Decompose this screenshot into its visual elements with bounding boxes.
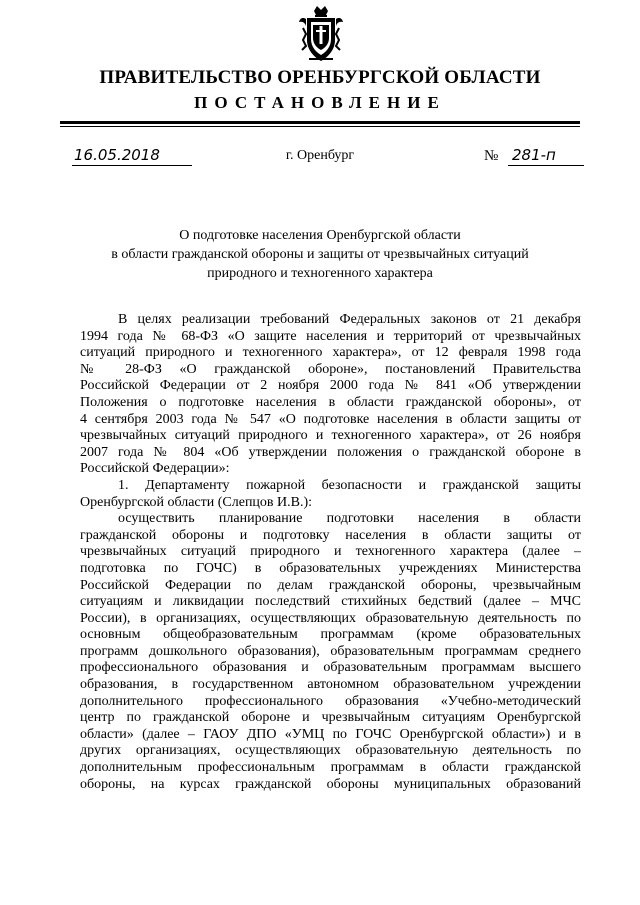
government-title: ПРАВИТЕЛЬСТВО ОРЕНБУРГСКОЙ ОБЛАСТИ xyxy=(99,67,541,88)
document-type-title: ПОСТАНОВЛЕНИЕ xyxy=(194,93,446,112)
decree-subject xyxy=(0,226,640,283)
body-line: других организациях, осуществляющих образовательную деятельность по xyxy=(80,743,581,759)
body-line: Оренбургской области (Слепцов И.В.): xyxy=(80,494,313,510)
body-line: дополнительного профессионального образования «Учебно-методический xyxy=(80,693,581,709)
body-line: Российской Федерации от 2 ноября 2000 года № 841 «Об утверждении xyxy=(80,378,581,394)
decree-body xyxy=(80,312,581,793)
body-line: образования, в государственном автономном образовательном учреждении xyxy=(80,677,581,693)
body-line: ситуаций природного и техногенного характера», от 12 февраля 1998 года xyxy=(80,345,581,361)
subject-line: в области гражданской обороны и защиты от чрезвычайных ситуаций xyxy=(111,247,529,262)
date-underline xyxy=(72,165,192,166)
subject-line: О подготовке населения Оренбургской области xyxy=(179,228,461,243)
body-line: 1994 года № 68-ФЗ «О защите населения и территорий от чрезвычайных xyxy=(80,328,581,344)
body-line: В целях реализации требований Федеральных законов от 21 декабря xyxy=(118,312,581,327)
body-line: профессионального образования и образовательным программам высшего xyxy=(80,660,581,676)
body-line: ситуациям и ликвидации последствий стихийных бедствий (далее – МЧС xyxy=(80,594,581,610)
decree-date: 16.05.2018 xyxy=(74,146,160,164)
body-line: № 28-ФЗ «О гражданской обороне», постановлений Правительства xyxy=(80,361,581,377)
body-line: 4 сентября 2003 года № 547 «О подготовке населения в области защиты от xyxy=(80,411,581,427)
subject-line: природного и техногенного характера xyxy=(207,266,433,281)
body-line: осуществить планирование подготовки населения в области xyxy=(118,511,581,527)
body-line: 2007 года № 804 «Об утверждении положения о гражданской обороне в xyxy=(80,444,581,460)
body-line: основным общеобразовательным программам (кроме образовательных xyxy=(80,627,581,643)
decree-number: 281-п xyxy=(512,146,556,164)
header-divider-thin xyxy=(60,126,580,127)
decree-number-field xyxy=(484,146,594,168)
header-divider-thick xyxy=(60,121,580,124)
body-line: области» (далее – ГАОУ ДПО «УМЦ по ГОЧС Оренбургской области») и в xyxy=(80,726,581,742)
body-line: подготовка по ГОЧС) в образовательных учреждениях Министерства xyxy=(80,560,581,576)
body-line: центр по гражданской обороне и чрезвычайным ситуациям Оренбургской xyxy=(80,710,581,726)
number-underline xyxy=(508,165,584,166)
body-line: чрезвычайных ситуаций природного и техногенного характера», от 26 ноября xyxy=(80,428,581,444)
body-line: Российской Федерации»: xyxy=(80,461,230,477)
body-line: гражданской обороны и подготовку населения в области защиты от xyxy=(80,527,581,543)
decree-city: г. Оренбург xyxy=(285,148,355,163)
body-line: дополнительным профессиональным программам в области гражданской xyxy=(80,760,581,776)
body-line: Положения о подготовке населения в области гражданской обороны», от xyxy=(80,394,581,410)
body-line: 1. Департаменту пожарной безопасности и гражданской защиты xyxy=(118,477,581,493)
body-line: обороны, на курсах гражданской обороны муниципальных образований xyxy=(80,776,581,792)
coat-of-arms-icon xyxy=(297,4,345,64)
body-line: чрезвычайных ситуаций природного и техногенного характера (далее – xyxy=(80,544,581,560)
body-line: программ дошкольного образования), образовательным программам среднего xyxy=(80,643,581,659)
body-line: России), в организациях, осуществляющих образовательную деятельность по xyxy=(80,610,581,626)
body-line: Российской Федерации по делам гражданской обороны, чрезвычайным xyxy=(80,577,581,593)
number-label: № xyxy=(484,148,499,164)
